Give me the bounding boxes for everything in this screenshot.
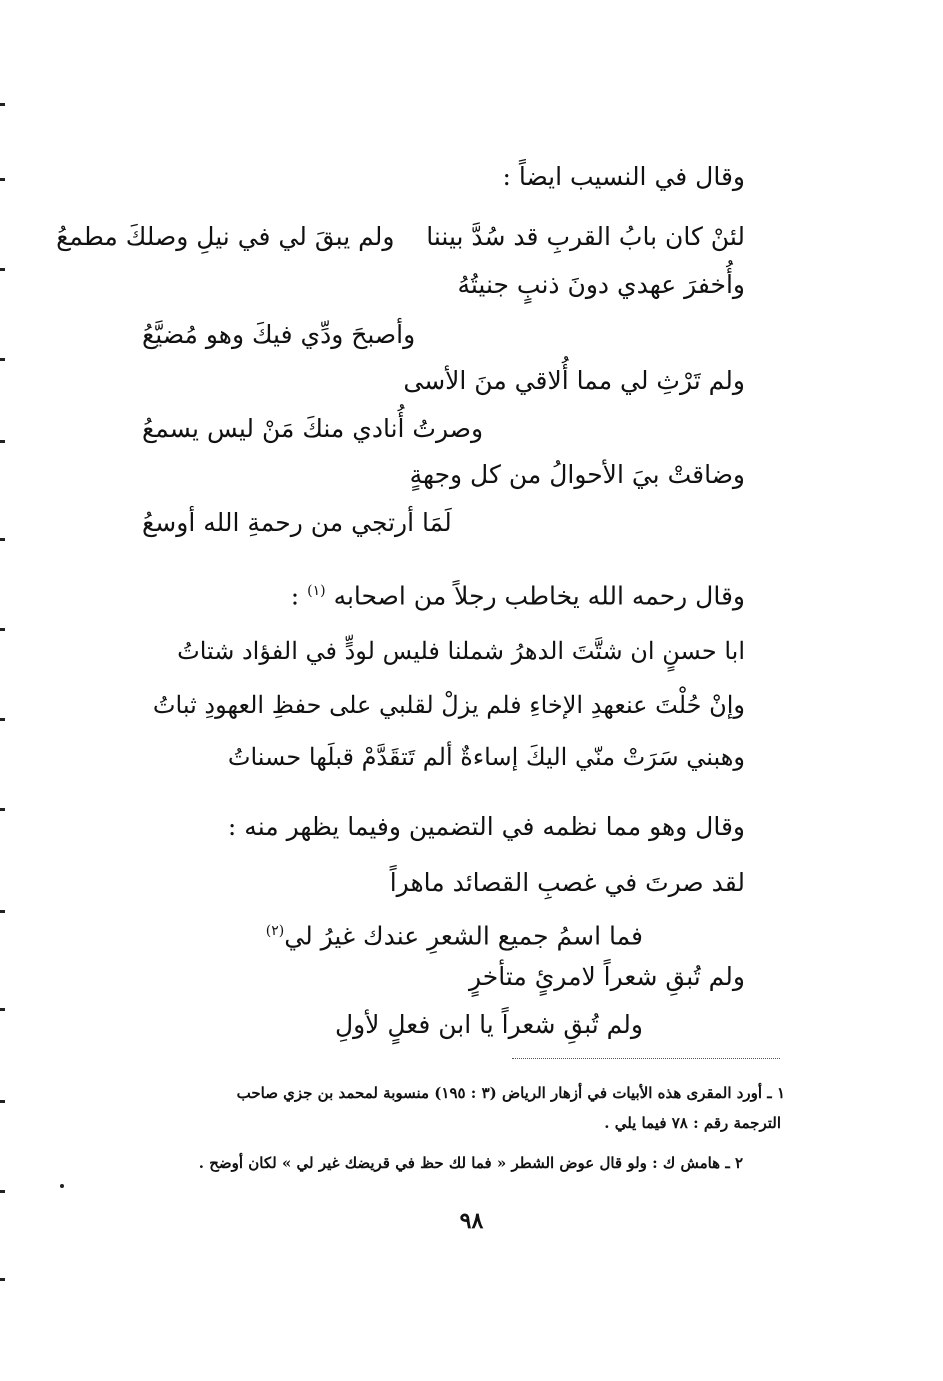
scan-edge-mark [0,1100,5,1103]
scan-edge-mark [0,808,5,811]
verse-line: ابا حسنٍ ان شتَّتَ الدهرُ شملنا فليس لودٍّ في الفؤاد شتاتُ [177,637,745,665]
scan-edge-mark [0,910,5,913]
scan-edge-mark [0,103,5,106]
verse-hemistich: وضاقتْ بيَ الأحوالُ من كل وجهةٍ [409,460,745,489]
footnote-1-line-1: ١ ـ أورد المقرى هذه الأبيات في أزهار الرياض (٣ : ١٩٥) منسوبة لمحمد بن جزي صاحب [236,1084,785,1102]
scan-edge-mark [0,1278,5,1281]
scan-edge-mark [0,268,5,271]
hemistich-2: ولم يبقَ لي في نيلِ وصلكَ مطمعُ [56,222,395,251]
footnote-ref-1: (١) [307,583,326,599]
verse-hemistich: ولم تَرْثِ لي مما أُلاقي منَ الأسى [403,366,745,395]
scan-edge-mark [0,538,5,541]
verse-hemistich: وأصبحَ ودِّي فيكَ وهو مُضيَّعُ [142,320,416,349]
page-number: ٩٨ [459,1208,484,1234]
verse-hemistich: وأُخفرَ عهدي دونَ ذنبٍ جنيتُهُ [457,270,745,299]
verse-line [56,220,745,254]
scan-edge-mark [0,178,5,181]
footnote-1-line-2: الترجمة رقم : ٧٨ فيما يلي . [604,1114,781,1132]
intro-line-1: وقال في النسيب ايضاً : [502,162,745,191]
verse-line: وإنْ حُلْتَ عنعهدِ الإخاءِ فلم يزلْ لقلبي على حفظِ العهودِ ثباتُ [152,691,745,719]
intro-line-2 [291,574,745,613]
intro-colon: : [290,581,300,611]
hemistich-2: فما اسمُ جميع الشعرِ عندك غيرُ لي [284,921,643,951]
scan-edge-mark [0,1190,5,1193]
scan-edge-mark [0,628,5,631]
verse-line: وهبني سَرَتْ منّي اليكَ إساءةٌ ألم تَتقَدَّمْ قبلَها حسناتُ [227,743,745,771]
verse-hemistich: لَمَا أرتجي من رحمةِ الله أوسعُ [142,508,452,537]
verse-hemistich: ولم تُبقِ شعراً لامرئٍ متأخرٍ [468,962,745,991]
verse-hemistich: لقد صرتَ في غصبِ القصائد ماهراً [389,868,745,897]
footnote-divider [512,1058,780,1059]
scan-edge-mark [0,718,5,721]
footnote-ref-2: (٢) [265,923,285,939]
stray-mark [60,1184,64,1188]
hemistich-1: لئنْ كان بابُ القربِ قد سُدَّ بيننا [426,222,745,251]
verse-hemistich: ولم تُبقِ شعراً يا ابن فعلٍ لأولِ [334,1010,643,1039]
footnote-2: ٢ ـ هامش ك : ولو قال عوض الشطر « فما لك حظ في قريضك غير لي » لكان أوضح . [198,1154,743,1172]
intro-text: وقال رحمه الله يخاطب رجلاً من اصحابه [333,581,745,611]
scan-edge-mark [0,1008,5,1011]
scan-edge-mark [0,358,5,361]
verse-hemistich: وصرتُ أُنادي منكَ مَنْ ليس يسمعُ [142,414,484,443]
verse-hemistich [266,914,643,953]
scan-edge-mark [0,440,5,443]
intro-line-3: وقال وهو مما نظمه في التضمين وفيما يظهر منه : [227,812,745,841]
